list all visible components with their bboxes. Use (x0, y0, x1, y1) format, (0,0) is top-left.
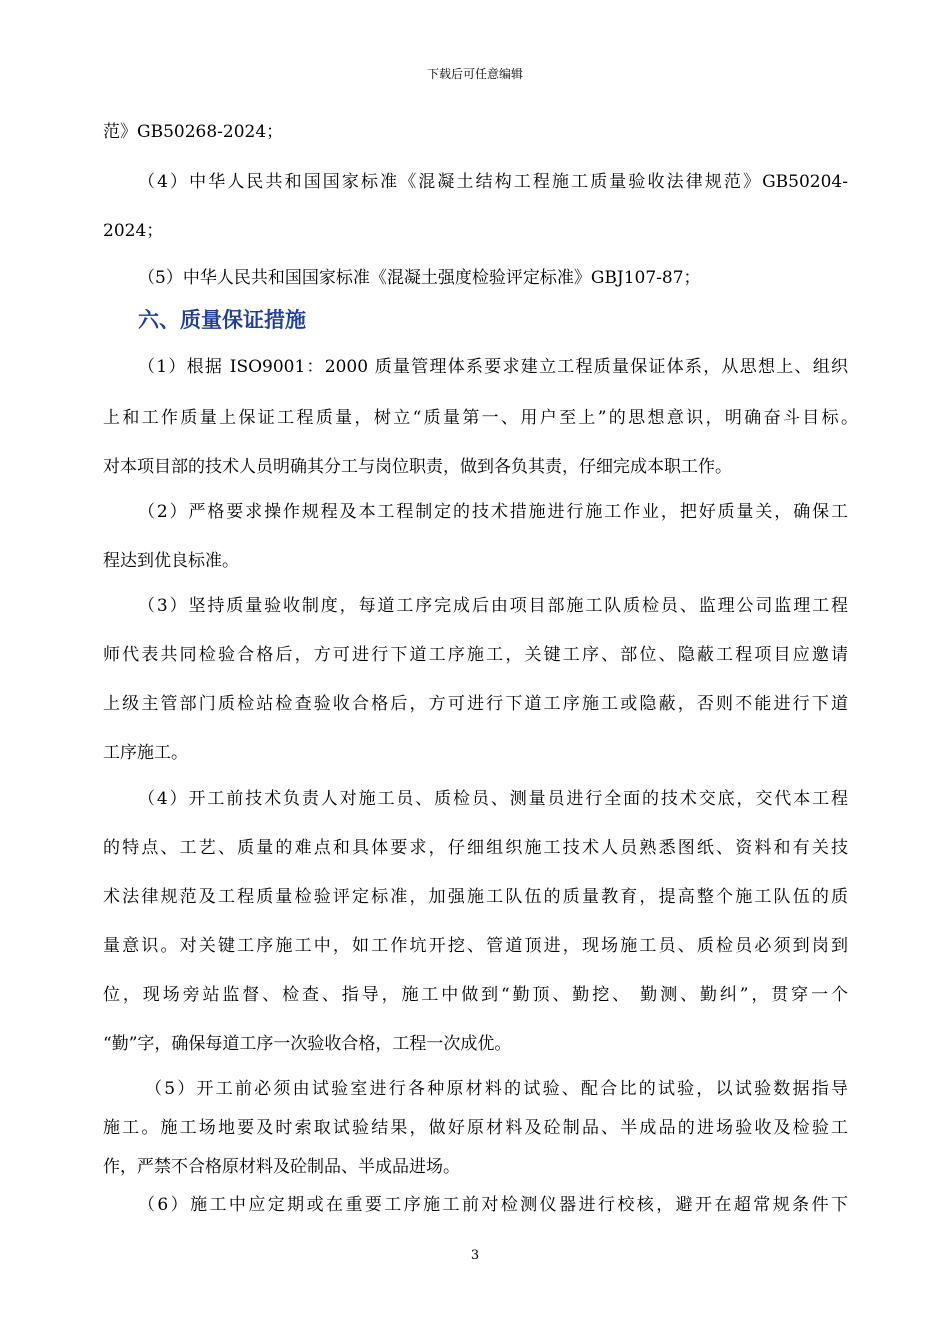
section-title: 六、质量保证措施 (138, 308, 306, 332)
paragraph-4-line-6: “勤”字，确保每道工序一次验收合格，工程一次成优。 (103, 1034, 512, 1054)
paragraph-2-line-2: 程达到优良标准。 (103, 551, 239, 571)
standards-item-4-line-1: （4）中华人民共和国国家标准《混凝土结构工程施工质量验收法律规范》GB50204- (138, 172, 848, 192)
paragraph-4-line-1: （4）开工前技术负责人对施工员、质检员、测量员进行全面的技术交底，交代本工程 (138, 789, 848, 809)
standards-item-4-line-2: 2024； (103, 221, 164, 241)
paragraph-4-line-5: 位，现场旁站监督、检查、指导，施工中做到“勤顶、勤挖、 勤测、勤纠”，贯穿一个 (103, 985, 848, 1005)
paragraph-1-line-2: 上和工作质量上保证工程质量，树立“质量第一、用户至上”的思想意识，明确奋斗目标。 (103, 408, 858, 428)
page-number: 3 (470, 1248, 480, 1263)
standards-line-1: 范》GB50268-2024； (103, 122, 284, 142)
paragraph-3-line-4: 工序施工。 (103, 743, 188, 763)
paragraph-4-line-3: 术法律规范及工程质量检验评定标准，加强施工队伍的质量教育，提高整个施工队伍的质 (103, 887, 848, 907)
paragraph-5-line-2: 施工。施工场地要及时索取试验结果，做好原材料及砼制品、半成品的进场验收及检验工 (103, 1118, 848, 1138)
paragraph-3-line-3: 上级主管部门质检站检查验收合格后，方可进行下道工序施工或隐蔽，否则不能进行下道 (103, 694, 848, 714)
paragraph-4-line-2: 的特点、工艺、质量的难点和具体要求，仔细组织施工技术人员熟悉图纸、资料和有关技 (103, 838, 848, 858)
paragraph-6-line-1: （6）施工中应定期或在重要工序施工前对检测仪器进行校核，避开在超常规条件下 (138, 1195, 848, 1215)
standards-item-5: （5）中华人民共和国国家标准《混凝土强度检验评定标准》GBJ107-87； (138, 268, 701, 288)
paragraph-5-line-1: （5）开工前必须由试验室进行各种原材料的试验、配合比的试验，以试验数据指导 (145, 1079, 848, 1099)
paragraph-5-line-3: 作，严禁不合格原材料及砼制品、半成品进场。 (103, 1157, 460, 1177)
paragraph-3-line-2: 师代表共同检验合格后，方可进行下道工序施工，关键工序、部位、隐蔽工程项目应邀请 (103, 645, 848, 665)
paragraph-3-line-1: （3）坚持质量验收制度，每道工序完成后由项目部施工队质检员、监理公司监理工程 (138, 596, 848, 616)
paragraph-4-line-4: 量意识。对关键工序施工中，如工作坑开挖、管道顶进，现场施工员、质检员必须到岗到 (103, 936, 848, 956)
page-header: 下载后可任意编辑 (426, 67, 523, 81)
paragraph-1-line-1: （1）根据 ISO9001：2000 质量管理体系要求建立工程质量保证体系，从思想上、组织 (138, 357, 848, 377)
paragraph-1-line-3: 对本项目部的技术人员明确其分工与岗位职责，做到各负其责，仔细完成本职工作。 (103, 457, 732, 477)
paragraph-2-line-1: （2）严格要求操作规程及本工程制定的技术措施进行施工作业，把好质量关，确保工 (138, 502, 848, 522)
